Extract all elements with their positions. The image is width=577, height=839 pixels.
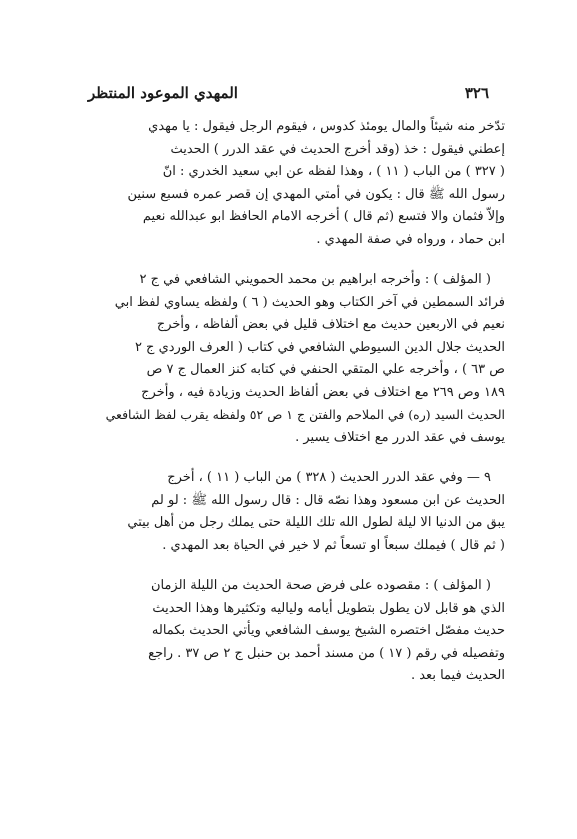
running-title: المهدي الموعود المنتظر: [88, 84, 238, 102]
text-line: ( ثم قال ) فيملك سبعاً او تسعاً ثم لا خير في الحياة بعد المهدي .: [162, 537, 505, 553]
paragraph-1: [95, 116, 505, 251]
text-line: الحديث عن ابن مسعود وهذا نصّه قال : قال رسول الله ﷺ : لو لم: [151, 492, 505, 508]
page-header: [88, 84, 489, 110]
text-line: يبق من الدنيا الا ليلة لطول الله تلك الليلة حتى يملك رجل من أهل بيتي: [127, 515, 505, 530]
text-line: الحديث السيد (ره) في الملاحم والفتن ج ١ ص ٥٢ ولفظه يقرب لفظ الشافعي: [105, 407, 505, 422]
page-number: ٣٢٦: [464, 84, 489, 102]
paragraph-4: [95, 575, 505, 688]
text-line: ( المؤلف ) : وأخرجه ابراهيم بن محمد الحمويني الشافعي في ج ٢: [139, 272, 491, 287]
body-text: [95, 116, 505, 706]
text-line: ١٨٩ وص ٢٦٩ مع اختلاف في بعض ألفاظ الحديث وزيادة فيه ، وأخرج: [141, 384, 505, 400]
text-line: الحديث جلال الدين السيوطي الشافعي في كتاب ( العرف الوردي ج ٢: [134, 339, 505, 355]
text-line: الحديث فيما بعد .: [410, 668, 505, 683]
text-line: إعطني فيقول : خذ (وقد أخرج الحديث في عقد الدرر ) الحديث: [170, 141, 505, 157]
text-line: فرائد السمطين في آخر الكتاب وهو الحديث ( ٦ ) ولفظه يساوي لفظ ابي: [114, 294, 505, 310]
text-line: ص ٦٣ ) ، وأخرجه علي المتقي الحنفي في كتابه كنز العمال ج ٧ ص: [146, 362, 505, 377]
text-line: تدّخر منه شيئاً والمال يومئذ كدوس ، فيقوم الرجل فيقول : يا مهدي: [148, 119, 505, 134]
text-line: حديث مفصّل اختصره الشيخ يوسف الشافعي ويأتي الحديث بكماله: [151, 623, 505, 638]
text-line: ( المؤلف ) : مقصوده على فرض صحة الحديث من الليلة الزمان: [150, 578, 491, 593]
text-line: الذي هو قابل لان يطول بتطويل أيامه ولياليه وتكثيرها وهذا الحديث: [152, 600, 505, 616]
text-line: ( ٣٢٧ ) من الباب ( ١١ ) ، وهذا لفظه عن ابي سعيد الخدري : انّ: [162, 164, 505, 179]
text-line: نعيم في الاربعين حديث مع اختلاف قليل في بعض ألفاظه ، وأخرج: [156, 317, 505, 332]
text-line: وتفصيله في رقم ( ١٧ ) من مسند أحمد بن حنبل ج ٢ ص ٣٧ . راجع: [148, 645, 505, 661]
text-line: ٩ — وفي عقد الدرر الحديث ( ٣٢٨ ) من الباب ( ١١ ) ، أخرج: [167, 470, 491, 485]
text-line: ابن حماد ، ورواه في صفة المهدي .: [316, 231, 505, 247]
paragraph-2: [95, 269, 505, 449]
text-line: وإلاّ فثمان والا فتسع (ثم قال ) أخرجه الامام الحافظ ابو عبدالله نعيم: [142, 209, 505, 224]
paragraph-3: [95, 467, 505, 557]
text-line: رسول الله ﷺ قال : يكون في أمتي المهدي إن قصر عمره فسبع سنين: [127, 186, 505, 202]
text-line: يوسف في عقد الدرر مع اختلاف يسير .: [295, 429, 505, 445]
